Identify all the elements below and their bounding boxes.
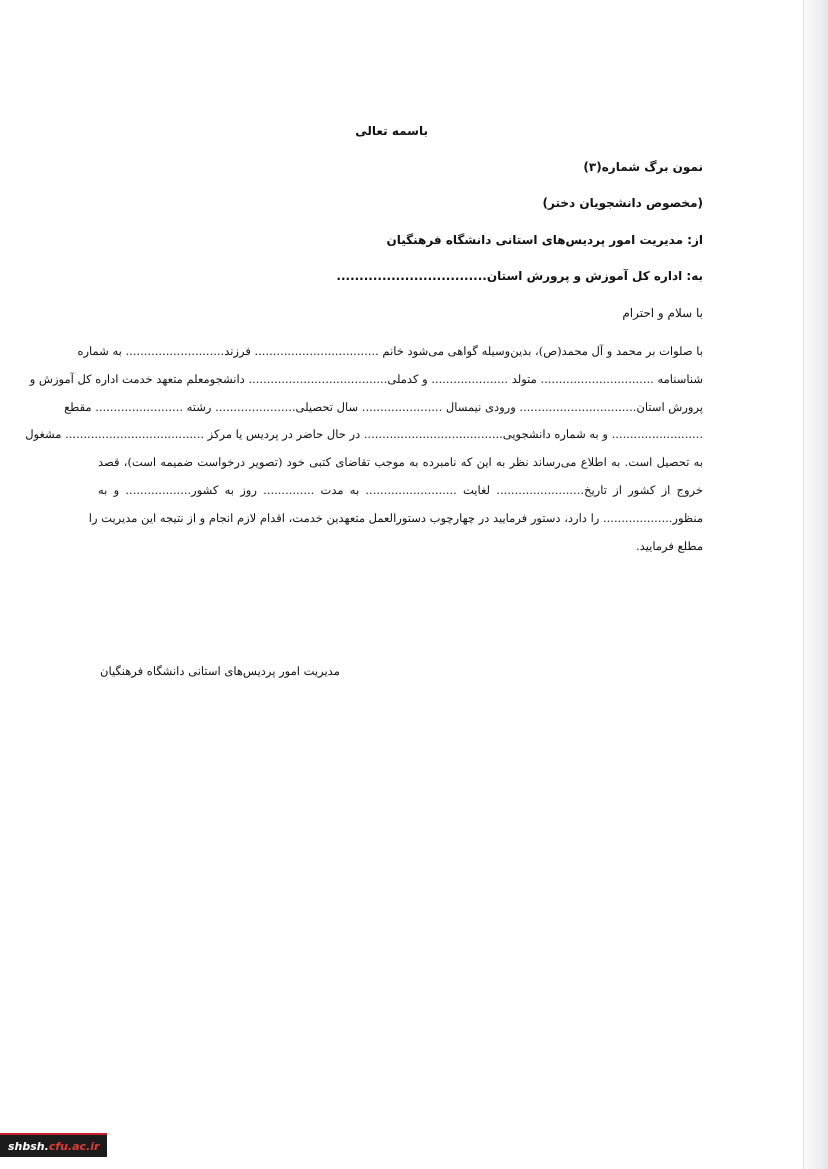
audience-note: (مخصوص دانشجویان دختر) [542, 196, 703, 210]
page-edge [803, 0, 828, 1169]
document-heading: باسمه تعالی [355, 124, 428, 138]
signature: مدیریت امور پردیس‌های استانی دانشگاه فرهنگیان [100, 664, 340, 678]
body-line: پرورش استان................................ ورودی نیمسال ...................... سال تحصیلی...................... رشته ........................ مقطع [64, 399, 703, 414]
greeting: با سلام و احترام [622, 306, 703, 320]
watermark-part2: cfu.ac.ir [48, 1139, 100, 1153]
body-line: با صلوات بر محمد و آل محمد(ص)، بدین‌وسیله گواهی می‌شود خانم .................................. فرزند........................... به شماره [77, 344, 703, 358]
body-line: به تحصیل است. به اطلاع می‌رساند نظر به این که نامبرده به موجب تقاضای کتبی خود (تصویر درخواست ضمیمه است)، قصد [98, 455, 703, 470]
body-line: خروج از کشور از تاریخ........................ لغایت ......................... به مدت .............. روز به کشور.................. و به [98, 482, 703, 497]
body-line: شناسنامه ............................... متولد ..................... و کدملی...................................... دانشجومعلم متعهد خدمت اداره کل آموزش و [29, 371, 703, 386]
from-line: از: مدیریت امور پردیس‌های استانی دانشگاه فرهنگیان [386, 233, 703, 247]
site-watermark [0, 1133, 107, 1157]
body-line: منظور................... را دارد، دستور فرمایید در چهارچوب دستورالعمل متعهدین خدمت، اقدام لازم انجام و از نتیجه این مدیریت را [88, 510, 703, 525]
form-title: نمون برگ شماره(۳) [583, 160, 703, 174]
body-line: مطلع فرمایید. [635, 538, 703, 553]
to-line: به: اداره کل آموزش و پرورش استان................................. [336, 269, 703, 283]
watermark-part1: shbsh. [8, 1139, 49, 1153]
letter-body [25, 338, 703, 560]
body-line: ......................... و به شماره دانشجویی...................................... در حال حاضر در پردیس یا مرکز ...................................... مشغول [25, 427, 703, 442]
